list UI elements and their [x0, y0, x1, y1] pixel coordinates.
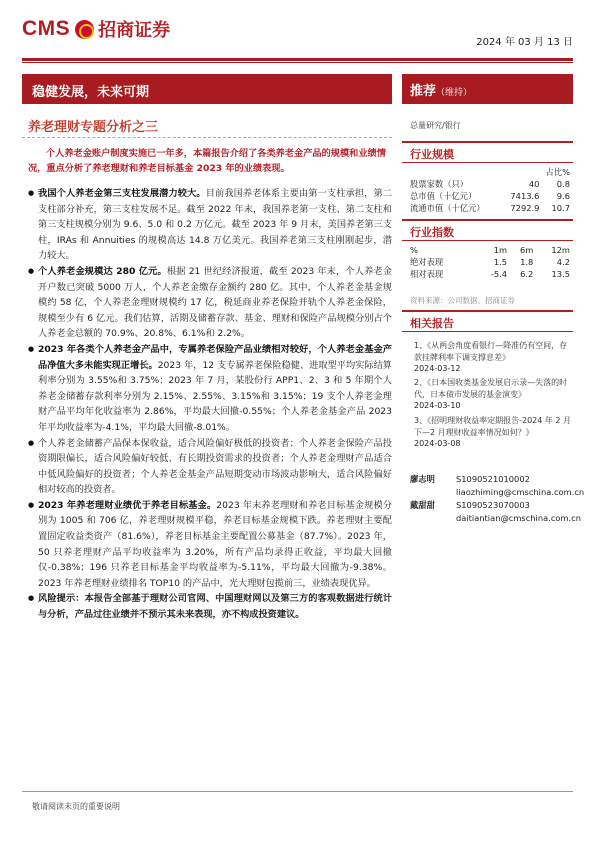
analyst-card — [410, 473, 585, 499]
index-section-title: 行业指数 — [402, 224, 573, 241]
analyst-email[interactable]: daitiantian@cmschina.com.cn — [456, 513, 582, 523]
bullet-item: ● 个人养老金规模达 280 亿元。根据 21 世纪经济报道，截至 2023 年末，个人养老金开户数已突破 5000 万人，个人养老金缴存金额约 280 亿。其中，个人养老金基金规模约 58 亿，个人养老金理财规模约 17 亿，税延商业养老保险并轨个人养老金保险，规模至少有 6 亿元。我们估算，活期及储蓄存款、基金、理财和保险产品规模分别占个人养老金总额的 70.9%、20.8%、6.1%和 2.2%。 — [28, 264, 392, 342]
table-row: 绝对表现 1.5 1.8 4.2 — [410, 257, 570, 267]
bullet-item: ● 2023 年养老理财业绩优于养老目标基金。2023 年末养老理财和养老目标基金规模分别为 1005 和 706 亿，养老理财规模平稳，养老目标基金规模下跌。养老理财主要配置固定收益类资产（81.6%），养老目标基金主要配置公募基金（87.7%）。2023 年，50 只养老理财产品平均收益率为 3.20%，所有产品均录得正收益，平均最大回撤仅-0.38%；196 只养老目标基金平均收益率为-5.11%，平均最大回撤为-9.38%。2023 年养老理财业绩排名 TOP10 的产品中，光大理财包揽前三，业绩表现优异。 — [28, 498, 392, 592]
report-title: 稳健发展，未来可期 — [22, 74, 392, 104]
table-row: 相对表现 -5.4 6.2 13.5 — [410, 269, 570, 279]
bullet-item: ● 2023 年各类个人养老金产品中，专属养老保险产品业绩相对较好，个人养老金基金产品净值大多未能实现正增长。2023 年，12 支专属养老保险稳健、进取型平均实际结算利率分别为 3.55%和 3.75%；2023 年 7 月，某股份行 APP1、2、3 和 5 年期个人养老金储蓄存款利率分别为 2.15%、2.55%、3.15%和 3.15%；19 支个人养老金理财产品平均年化收益率为 2.86%，平均最大回撤-0.55%；个人养老金基金产品 2023 年平均收益率为-4.1%，平均最大回撤-8.01%。 — [28, 342, 392, 436]
logo-cms-text: CMS — [22, 17, 71, 40]
table-row: 总市值（十亿元） 7413.6 9.6 — [410, 191, 570, 201]
scale-table — [410, 166, 570, 214]
header-rule-thin — [22, 62, 573, 63]
related-report[interactable]: 2、《日本国收类基金发展启示录—失落的时代，日本债市发展的基金演变》 2024-03-10 — [414, 378, 568, 410]
industry-label: 总量研究/银行 — [410, 121, 461, 130]
risk-warning: ● 风险提示：本报告全部基于理财公司官网、中国理财网以及第三方的客观数据进行统计与分析，产品过往业绩并不预示其未来表现，亦不构成投资建议。 — [28, 591, 392, 622]
subtitle-divider — [22, 137, 392, 138]
header-rule — [22, 58, 573, 61]
company-logo — [22, 16, 170, 42]
logo-badge-icon — [75, 20, 94, 39]
bullet-item: ● 个人养老金储蓄产品保本保收益，适合风险偏好极低的投资者；个人养老金保险产品投资期限偏长，适合风险偏好较低、有长期投资需求的投资者；个人养老金理财产品适合中低风险偏好的投资者；个人养老金基金产品短期变动市场波动影响大，适合风险偏好相对较高的投资者。 — [28, 436, 392, 498]
rating-label: 推荐 — [410, 84, 437, 99]
logo-cn-text: 招商证券 — [98, 20, 171, 41]
analyst-id: S1090523070003 — [456, 500, 530, 510]
report-date: 2024 年 03 月 13 日 — [476, 37, 573, 48]
rating-sub: （维持） — [436, 88, 473, 98]
analyst-name: 戴甜甜 — [410, 500, 435, 510]
analyst-id: S1090521010002 — [456, 474, 530, 484]
analyst-card — [410, 499, 582, 525]
analyst-name: 廖志明 — [410, 474, 435, 484]
table-row: % 1m 6m 12m — [410, 245, 570, 255]
footer-disclaimer: 敬请阅读末页的重要说明 — [32, 802, 120, 811]
report-summary: 个人养老金账户制度实施已一年多，本篇报告介绍了各类养老金产品的规模和业绩情况，重点分析了养老理财和养老目标基金 2023 年的业绩表现。 — [28, 148, 386, 174]
related-report[interactable]: 1、《从两会角度看银行—降准仍有空间，存款挂牌利率下调支撑息差》 2024-03-12 — [414, 341, 568, 373]
scale-section-title: 行业规模 — [402, 146, 573, 163]
bullet-item: ● 我国个人养老金第三支柱发展潜力较大。目前我国养老体系主要由第一支柱承担，第二支柱部分补充，第三支柱发展不足。截至 2022 年末，我国养老第一支柱、第二支柱和第三支柱规模分别为 9.6、5.0 和 0.2 万亿元。截至 2023 年 9 月末，美国养老第三支柱，IRAs 和 Annuities 的规模高达 14.8 万亿美元。我国养老第三支柱刚刚起步，潜力较大。 — [28, 186, 392, 264]
table-row: 占比% — [545, 167, 570, 177]
related-report[interactable]: 3、《招明理财收益率定期报告-2024 年 2 月下—2 月理财收益率情况如何？》 2024-03-08 — [414, 416, 572, 448]
rating-box — [402, 74, 573, 104]
index-table — [410, 244, 570, 280]
related-section-title: 相关报告 — [402, 315, 573, 332]
table-row: 流通市值（十亿元） 7292.9 10.7 — [410, 203, 570, 213]
footer-rule — [22, 791, 573, 792]
key-points — [28, 186, 392, 623]
data-source: 资料来源：公司数据、招商证券 — [410, 296, 515, 305]
analyst-email[interactable]: liaozhiming@cmschina.com.cn — [456, 487, 585, 497]
table-row: 股票家数（只） 40 0.8 — [410, 179, 570, 189]
report-subtitle: 养老理财专题分析之三 — [28, 120, 159, 135]
